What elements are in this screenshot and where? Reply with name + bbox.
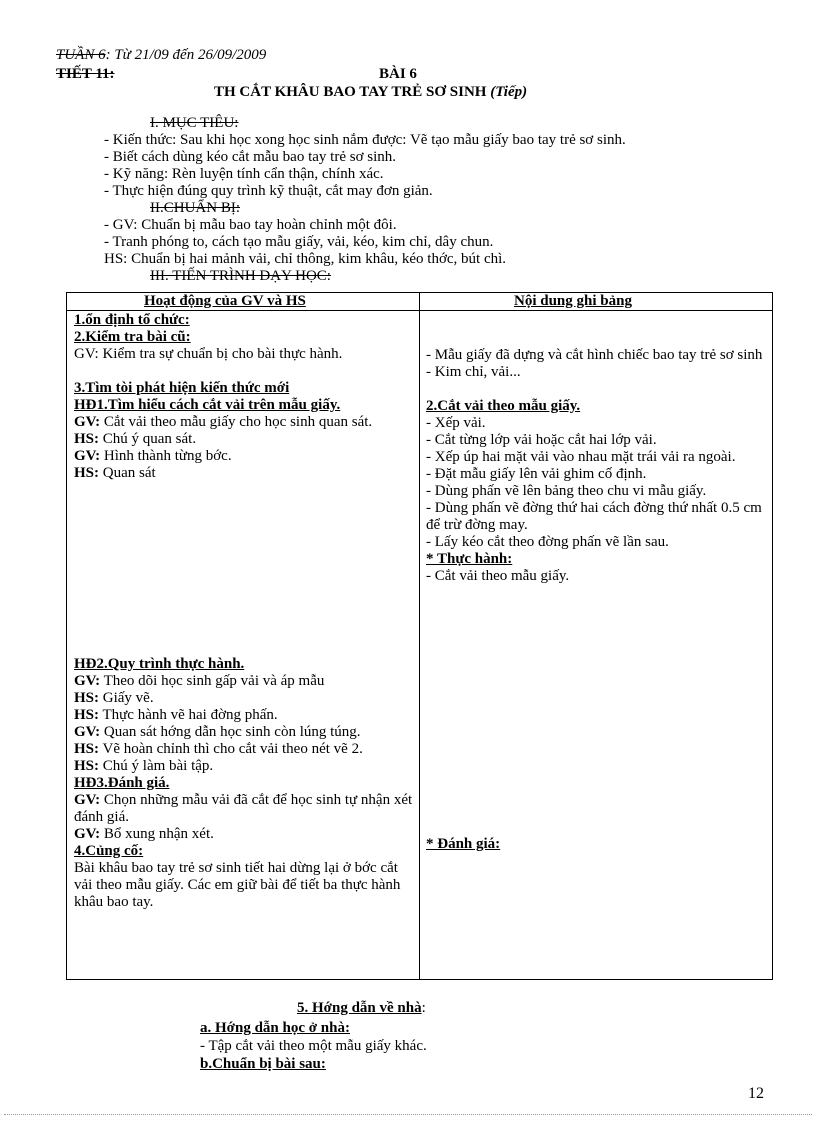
process-heading: III. TIẾN TRÌNH DẠY HỌC: bbox=[150, 268, 331, 284]
section-new-knowledge: 3.Tìm tòi phát hiện kiến thức mới bbox=[74, 380, 290, 396]
board-item: - Dùng phấn vẽ lên bảng theo chu vi mẫu giấy. bbox=[426, 483, 707, 499]
preparation-item: - GV: Chuẩn bị mẫu bao tay hoàn chỉnh một đôi. bbox=[104, 217, 397, 233]
homework-a-heading: a. Hớng dẫn học ở nhà: bbox=[200, 1020, 350, 1036]
board-item: - Lấy kéo cắt theo đờng phấn vẽ lần sau. bbox=[426, 534, 669, 550]
left-column bbox=[74, 312, 414, 482]
board-item: - Dùng phấn vẽ đờng thứ hai cách đờng thứ nhất 0.5 cm để trừ đờng may. bbox=[426, 500, 762, 533]
page-number: 12 bbox=[748, 1085, 764, 1102]
table-header-right: Nội dung ghi bảng bbox=[514, 293, 632, 309]
board-item: - Kim chỉ, vải... bbox=[426, 364, 521, 380]
board-heading-cut: 2.Cắt vải theo mẫu giấy. bbox=[426, 398, 581, 414]
page-border-line bbox=[4, 1114, 812, 1115]
table-header-divider bbox=[66, 310, 773, 311]
section-review: 2.Kiểm tra bài cũ: bbox=[74, 329, 191, 345]
activity-2-hs2: HS: Thực hành vẽ hai đờng phấn. bbox=[74, 707, 278, 723]
left-column-lower bbox=[74, 656, 414, 911]
table-column-divider bbox=[419, 292, 420, 980]
week-label: TUẦN 6 bbox=[56, 47, 106, 63]
objectives-heading: I. MỤC TIÊU: bbox=[150, 115, 239, 131]
objective-item: - Kỹ năng: Rèn luyện tính cẩn thận, chính xác. bbox=[104, 166, 384, 182]
table-header-left: Hoạt động của GV và HS bbox=[144, 293, 306, 309]
board-item: - Đặt mẫu giấy lên vải ghim cố định. bbox=[426, 466, 647, 482]
board-item: - Cắt vải theo mẫu giấy. bbox=[426, 568, 570, 584]
activity-1-hs2: HS: Quan sát bbox=[74, 465, 156, 481]
homework-a-text: - Tập cắt vải theo một mẫu giấy khác. bbox=[200, 1038, 427, 1054]
board-heading-practice: * Thực hành: bbox=[426, 551, 513, 567]
page-title bbox=[214, 84, 527, 101]
board-item: - Xếp vải. bbox=[426, 415, 486, 431]
activity-2-heading: HĐ2.Quy trình thực hành. bbox=[74, 656, 245, 672]
right-column bbox=[426, 347, 766, 585]
activity-2-hs4: HS: Chú ý làm bài tập. bbox=[74, 758, 214, 774]
section-org: 1.ổn định tổ chức: bbox=[74, 312, 190, 328]
preparation-item: HS: Chuẩn bị hai mảnh vải, chỉ thông, kim khâu, kéo thớc, bút chì. bbox=[104, 251, 507, 267]
board-heading-evaluation: * Đánh giá: bbox=[426, 836, 501, 852]
activity-1-hs1: HS: Chú ý quan sát. bbox=[74, 431, 197, 447]
activity-3-gv1: GV: Chọn những mẫu vải đã cắt để học sinh tự nhận xét đánh giá. bbox=[74, 792, 413, 825]
objective-item: - Kiến thức: Sau khi học xong học sinh nắm được: Vẽ tạo mẫu giấy bao tay trẻ sơ sinh. bbox=[104, 132, 626, 148]
activity-2-gv2: GV: Quan sát hớng dẫn học sinh còn lúng túng. bbox=[74, 724, 361, 740]
activity-1-heading: HĐ1.Tìm hiểu cách cắt vải trên mẫu giấy. bbox=[74, 397, 341, 413]
section-consolidation: 4.Củng cố: bbox=[74, 843, 144, 859]
activity-2-gv1: GV: Theo dõi học sinh gấp vải và áp mẫu bbox=[74, 673, 325, 689]
review-text: GV: Kiểm tra sự chuẩn bị cho bài thực hành. bbox=[74, 346, 343, 362]
period-label: TIẾT 11: bbox=[56, 66, 115, 82]
activity-3-gv2: GV: Bổ xung nhận xét. bbox=[74, 826, 214, 842]
activity-1-gv2: GV: Hình thành từng bớc. bbox=[74, 448, 232, 464]
preparation-heading: II.CHUẨN BỊ: bbox=[150, 200, 240, 216]
date-range: : Từ 21/09 đến 26/09/2009 bbox=[105, 47, 267, 63]
activity-2-hs3: HS: Vẽ hoàn chỉnh thì cho cắt vải theo nét vẽ 2. bbox=[74, 741, 363, 757]
activity-2-hs1: HS: Giấy vẽ. bbox=[74, 690, 154, 706]
board-item: - Xếp úp hai mặt vải vào nhau mặt trái vải ra ngoài. bbox=[426, 449, 736, 465]
objectives-section bbox=[104, 115, 626, 285]
week-line bbox=[56, 47, 266, 64]
lesson-label: BÀI 6 bbox=[379, 66, 417, 82]
activity-3-heading: HĐ3.Đánh giá. bbox=[74, 775, 170, 791]
title-text: TH CẮT KHÂU BAO TAY TRẺ SƠ SINH bbox=[214, 84, 487, 100]
consolidation-text: Bài khâu bao tay trẻ sơ sinh tiết hai dừng lại ở bớc cắt vải theo mẫu giấy. Các em giữ bài để tiết ba thực hành khâu bao tay. bbox=[74, 860, 401, 910]
homework-b-heading: b.Chuẩn bị bài sau: bbox=[200, 1056, 326, 1072]
objective-item: - Thực hiện đúng quy trình kỹ thuật, cắt may đơn giản. bbox=[104, 183, 433, 199]
activity-1-gv1: GV: Cắt vải theo mẫu giấy cho học sinh quan sát. bbox=[74, 414, 373, 430]
title-suffix: (Tiếp) bbox=[490, 84, 528, 100]
board-item: - Mẫu giấy đã dựng và cắt hình chiếc bao tay trẻ sơ sinh bbox=[426, 347, 763, 363]
objective-item: - Biết cách dùng kéo cắt mẫu bao tay trẻ sơ sinh. bbox=[104, 149, 397, 165]
board-item: - Cắt từng lớp vải hoặc cắt hai lớp vải. bbox=[426, 432, 657, 448]
preparation-item: - Tranh phóng to, cách tạo mẫu giấy, vải, kéo, kim chỉ, dây chun. bbox=[104, 234, 494, 250]
homework-heading: 5. Hớng dẫn về nhà: bbox=[297, 1000, 426, 1016]
